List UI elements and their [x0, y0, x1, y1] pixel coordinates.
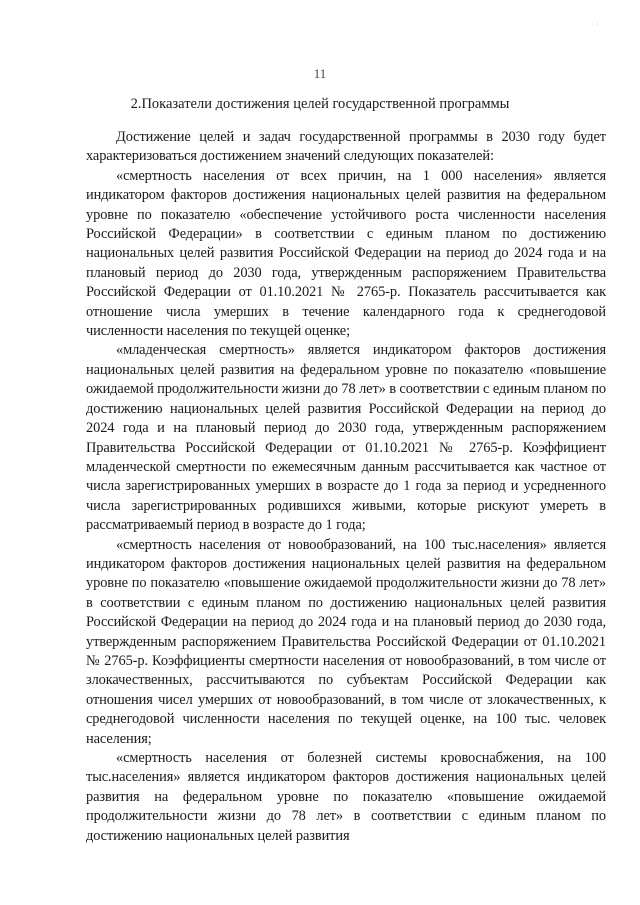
scan-mark: ·: [596, 20, 599, 29]
paragraph-neoplasm-mortality: «смертность населения от новообразований, на 100 тыс.населения» является индикатором факторов достижения национальных целей развития на федеральном уровне по показателю «повышение ожидаемой продолжительности жизни до 78 лет» в соответствии с единым планом по достижению национальных целей развития Российской Федерации на период до 2024 года и на плановый период до 2030 года, утвержденным распоряжением Правительства Российской Федерации от 01.10.2021 № 2765-р. Коэффициенты смертности населения от новообразований, в том числе от злокачественных, рассчитываются по субъектам Российской Федерации как отношения чисел умерших от новообразований, в том числе от злокачественных, к среднегодовой численности населения по текущей оценке, на 100 тыс. человек населения;: [86, 536, 606, 747]
section-title: 2.Показатели достижения целей государственной программы: [130, 96, 510, 112]
page-number: 11: [313, 66, 327, 81]
paragraph-infant-mortality: «младенческая смертность» является индикатором факторов достижения национальных целей развития на федеральном уровне по показателю «повышение ожидаемой продолжительности жизни до 78 лет» в соответствии с единым планом по достижению национальных целей развития Российской Федерации на период до 2024 года и на плановый период до 2030 года, утвержденным распоряжением Правительства Российской Федерации от 01.10.2021 № 2765-р. Коэффициент младенческой смертности по ежемесячным данным рассчитывается как частное от числа зарегистрированных умерших в возрасте до 1 года за период и усредненного числа зарегистрированных родившихся живыми, которые рискуют умереть в рассматриваемый период в возрасте до 1 года;: [86, 342, 607, 534]
paragraph-mortality-all-causes: «смертность населения от всех причин, на 1 000 населения» является индикатором факторов достижения национальных целей развития на федеральном уровне по показателю «обеспечение устойчивого роста численности населения Российской Федерации» в соответствии с единым планом по достижению национальных целей развития Российской Федерации на период до 2024 года и на плановый период до 2030 года, утвержденным распоряжением Правительства Российской Федерации от 01.10.2021 № 2765-р. Показатель рассчитывается как отношение числа умерших в течение календарного года к среднегодовой численности населения по текущей оценке;: [86, 167, 606, 340]
paragraph-circulatory-mortality: «смертность населения от болезней системы кровоснабжения, на 100 тыс.населения» является индикатором факторов достижения национальных целей развития на федеральном уровне по показателю «повышение ожидаемой продолжительности жизни до 78 лет» в соответствии с единым планом по достижению национальных целей развития: [86, 750, 606, 844]
body-text: [86, 128, 606, 846]
paragraph-intro: Достижение целей и задач государственной программы в 2030 году будет характеризоваться достижением значений следующих показателей:: [86, 129, 606, 165]
